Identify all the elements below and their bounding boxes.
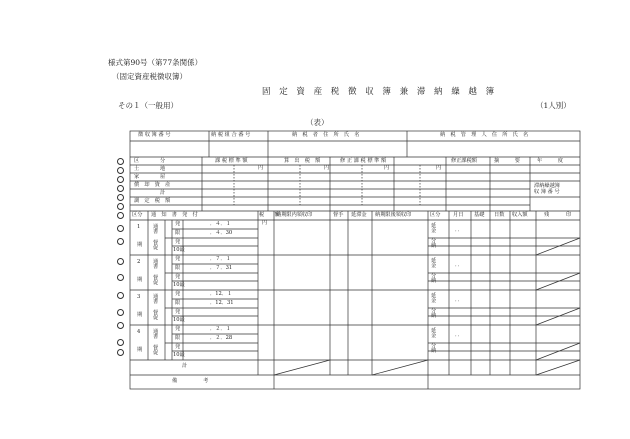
shusei-kazei-label: 修 正 課 税 標 準 額 [340, 158, 387, 164]
col-tsuchisho: 通 知 書 発 付 [151, 212, 198, 218]
gen-label: 限 [175, 300, 181, 306]
sanshutsu-label: 算 出 税 額 [284, 158, 321, 164]
hatsu-label: 発 [175, 326, 181, 332]
period-number: 3 [137, 294, 141, 300]
tsuchisho-label: 通書 [153, 224, 159, 236]
punch-hole-14 [117, 322, 124, 329]
punch-hole-8 [117, 225, 124, 232]
hatsu-label: 発 [175, 256, 181, 262]
hatsu-label: 発 [175, 291, 181, 297]
gen-label: 限 [175, 265, 181, 271]
col-nokigen-go: 納期限後領収印 [375, 212, 412, 218]
entai-label: 延金 [431, 223, 437, 235]
col-shunyu: 収入額 [512, 212, 528, 218]
tokusoku-label: 督促 [153, 310, 159, 322]
nozeisha-label: 納 税 者 住 所 氏 名 [292, 132, 360, 138]
punch-hole-12 [117, 292, 124, 299]
col-in: 印 [566, 212, 572, 218]
col-kubun: 区分 [132, 212, 143, 218]
punch-hole-11 [117, 274, 124, 281]
subtitle-left: その１（一般用） [118, 101, 178, 110]
punch-hole-10 [117, 258, 124, 265]
row-kaoku: 家 屋 [134, 174, 166, 180]
entai-label: 延金 [431, 293, 437, 305]
hatsu-label: 発 [175, 309, 181, 315]
col-zan: 残 [544, 212, 550, 218]
tsuchisho-label: 通書 [153, 329, 159, 341]
ten-label: 10最 [173, 247, 185, 253]
hatsu-date: ．２．１ [210, 326, 231, 332]
col-entaikin: 延滞金 [351, 212, 367, 218]
chosyubo-number-label: 徴 収 簿 番 号 [138, 132, 171, 138]
remarks-label: 備 考 [172, 378, 209, 384]
col-tsukihi: 月日 [453, 212, 464, 218]
tokusoku-label: 督促 [153, 275, 159, 287]
hatsu-label: 発 [175, 239, 181, 245]
kubun-label: 区 分 [134, 158, 166, 164]
yen-mark: 円 [324, 165, 330, 171]
row-tochi: 土 地 [134, 166, 166, 172]
nozei-kumiai-label: 納 税 組 合 番 号 [211, 132, 251, 138]
form-name: （固定資産税徴収簿） [112, 72, 187, 81]
gen-date: ．７．31 [210, 265, 233, 271]
period-number: 2 [137, 259, 141, 265]
period-number: 4 [137, 329, 141, 335]
dots: ．． [455, 332, 463, 338]
punch-hole-9 [117, 238, 124, 245]
col-zeigaku: 税 額 [259, 212, 280, 218]
punch-hole-7 [117, 212, 124, 219]
hatsu-date: ．７．１ [210, 256, 231, 262]
ten-label: 10最 [173, 317, 185, 323]
row-chotei: 調 定 税 額 [134, 198, 171, 204]
col-nokigen-nai: 納期限内領収印 [276, 212, 313, 218]
entai-label: 延金 [431, 258, 437, 270]
taino-kurikoshi-label: 滞納繰越簿 収 簿 番 号 [534, 183, 560, 195]
yen-mark: 円 [436, 165, 442, 171]
dots: ．． [455, 262, 463, 268]
punch-hole-13 [117, 309, 124, 316]
punch-hole-4 [117, 185, 124, 192]
hatsu-label: 発 [175, 274, 181, 280]
punch-hole-6 [117, 203, 124, 210]
gen-label: 限 [175, 230, 181, 236]
col-tokute: 督手 [333, 212, 344, 218]
row-shokyaku: 償 却 資 産 [134, 182, 171, 188]
punch-hole-2 [117, 167, 124, 174]
punch-hole-1 [117, 158, 124, 165]
tokusoku-label: 督促 [153, 240, 159, 252]
hatsu-label: 発 [175, 344, 181, 350]
period-label: 期 [137, 277, 143, 283]
tokusoku-label: 督促 [153, 345, 159, 357]
tsuchisho-label: 通書 [153, 259, 159, 271]
ten-label: 10最 [173, 352, 185, 358]
tsuchisho-label: 通書 [153, 294, 159, 306]
period-number: 1 [137, 224, 141, 230]
hatsu-date: ．４．１ [210, 221, 231, 227]
yen-mark: 円 [258, 165, 264, 171]
hatsu-label: 発 [175, 221, 181, 227]
gen-date: ．12．31 [210, 300, 234, 306]
row-kei: 計 [160, 190, 166, 196]
punch-hole-15 [117, 339, 124, 346]
period-label: 期 [137, 347, 143, 353]
bunno-label: 分納 [431, 343, 437, 355]
punch-hole-16 [117, 349, 124, 356]
col-nissu: 日数 [494, 212, 505, 218]
col-kubun-2: 区分 [430, 212, 441, 218]
subtitle-right: （1人別） [536, 101, 571, 110]
col-kiso: 基礎 [474, 212, 485, 218]
period-label: 期 [137, 312, 143, 318]
nozei-kanrinin-label: 納 税 管 理 人 住 所 氏 名 [440, 132, 529, 138]
entai-label: 延金 [431, 328, 437, 340]
dots: ．． [455, 297, 463, 303]
bunno-label: 分納 [431, 273, 437, 285]
bunno-label: 分納 [431, 308, 437, 320]
shusei-zeigaku-label: 修正課税額 [451, 158, 477, 164]
ten-label: 10最 [173, 282, 185, 288]
total-label: 計 [182, 363, 188, 369]
gen-date: ．４．30 [210, 230, 233, 236]
bunno-label: 分納 [431, 238, 437, 250]
nendo-label: 年 度 [537, 158, 563, 164]
page-title: 固 定 資 産 税 徴 収 簿 兼 滞 納 繰 越 簿 [262, 87, 498, 97]
kazei-hyojun-label: 課 税 標 準 額 [215, 158, 248, 164]
form-number: 様式第90号（第77条関係） [108, 58, 203, 67]
punch-hole-5 [117, 194, 124, 201]
side-label: （表） [306, 118, 329, 127]
punch-hole-3 [117, 176, 124, 183]
period-label: 期 [137, 242, 143, 248]
hatsu-date: ．12．１ [210, 291, 233, 297]
main-yen-mark: 円 [262, 220, 268, 226]
tekiyo-label: 摘 要 [494, 158, 520, 164]
yen-mark: 円 [384, 165, 390, 171]
gen-label: 限 [175, 335, 181, 341]
dots: ．． [455, 227, 463, 233]
gen-date: ．２．28 [210, 335, 233, 341]
